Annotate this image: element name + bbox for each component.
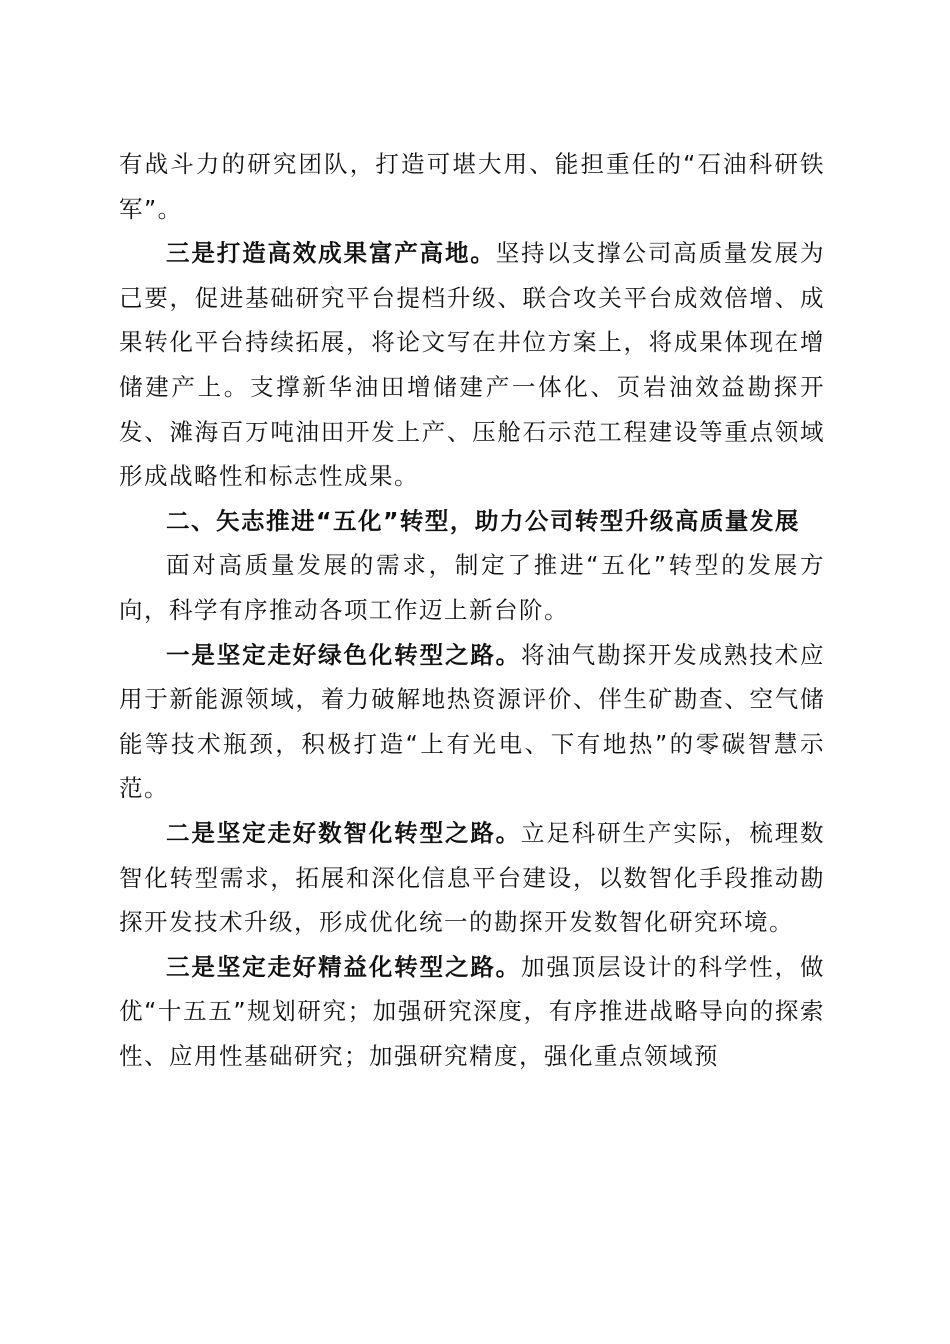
- paragraph-continuation: 有战斗力的研究团队，打造可堪大用、能担重任的“石油科研铁军”。: [119, 150, 825, 223]
- paragraph-lead: 三是坚定走好精益化转型之路。: [166, 952, 522, 981]
- paragraph-text: 将油气勘探开发成熟技术应用于新能源领域，着力破解地热资源评价、伴生矿勘查、空气储能等技术瓶颈，积极打造“上有光电、下有地热”的零碳智慧示范。: [119, 640, 826, 803]
- paragraph-text: 立足科研生产实际，梳理数智化转型需求，拓展和深化信息平台建设，以数智化手段推动勘探开发技术升级，形成优化统一的勘探开发数智化研究环境。: [119, 818, 826, 937]
- paragraph-lead: 三是打造高效成果富产高地。: [166, 239, 496, 268]
- paragraph-lead: 二是坚定走好数智化转型之路。: [166, 818, 522, 847]
- paragraph-text: 坚持以支撑公司高质量发展为己要，促进基础研究平台提档升级、联合攻关平台成效倍增、成果转化平台持续拓展，将论文写在井位方案上，将成果体现在增储建产上。支撑新华油田增储建产一体化、页岩油效益勘探开发、滩海百万吨油田开发上产、压舱石示范工程建设等重点领域形成战略性和标志性成果。: [119, 239, 826, 491]
- paragraph-green-transition: [119, 633, 825, 811]
- paragraph-lead: 一是坚定走好绿色化转型之路。: [166, 640, 522, 669]
- paragraph-high-yield-results: [119, 231, 825, 499]
- paragraph-text: 加强顶层设计的科学性，做优“十五五”规划研究；加强研究深度，有序推进战略导向的探索性、应用性基础研究；加强研究精度，强化重点领域预: [119, 952, 826, 1070]
- paragraph-lean-transition: [119, 945, 825, 1079]
- paragraph-intro: 面对高质量发展的需求，制定了推进“五化”转型的发展方向，科学有序推动各项工作迈上新台阶。: [119, 551, 825, 624]
- document-body: [119, 142, 825, 1078]
- section-heading-2: 二、矢志推进“五化”转型，助力公司转型升级高质量发展: [166, 506, 800, 535]
- paragraph-digital-transition: [119, 811, 825, 945]
